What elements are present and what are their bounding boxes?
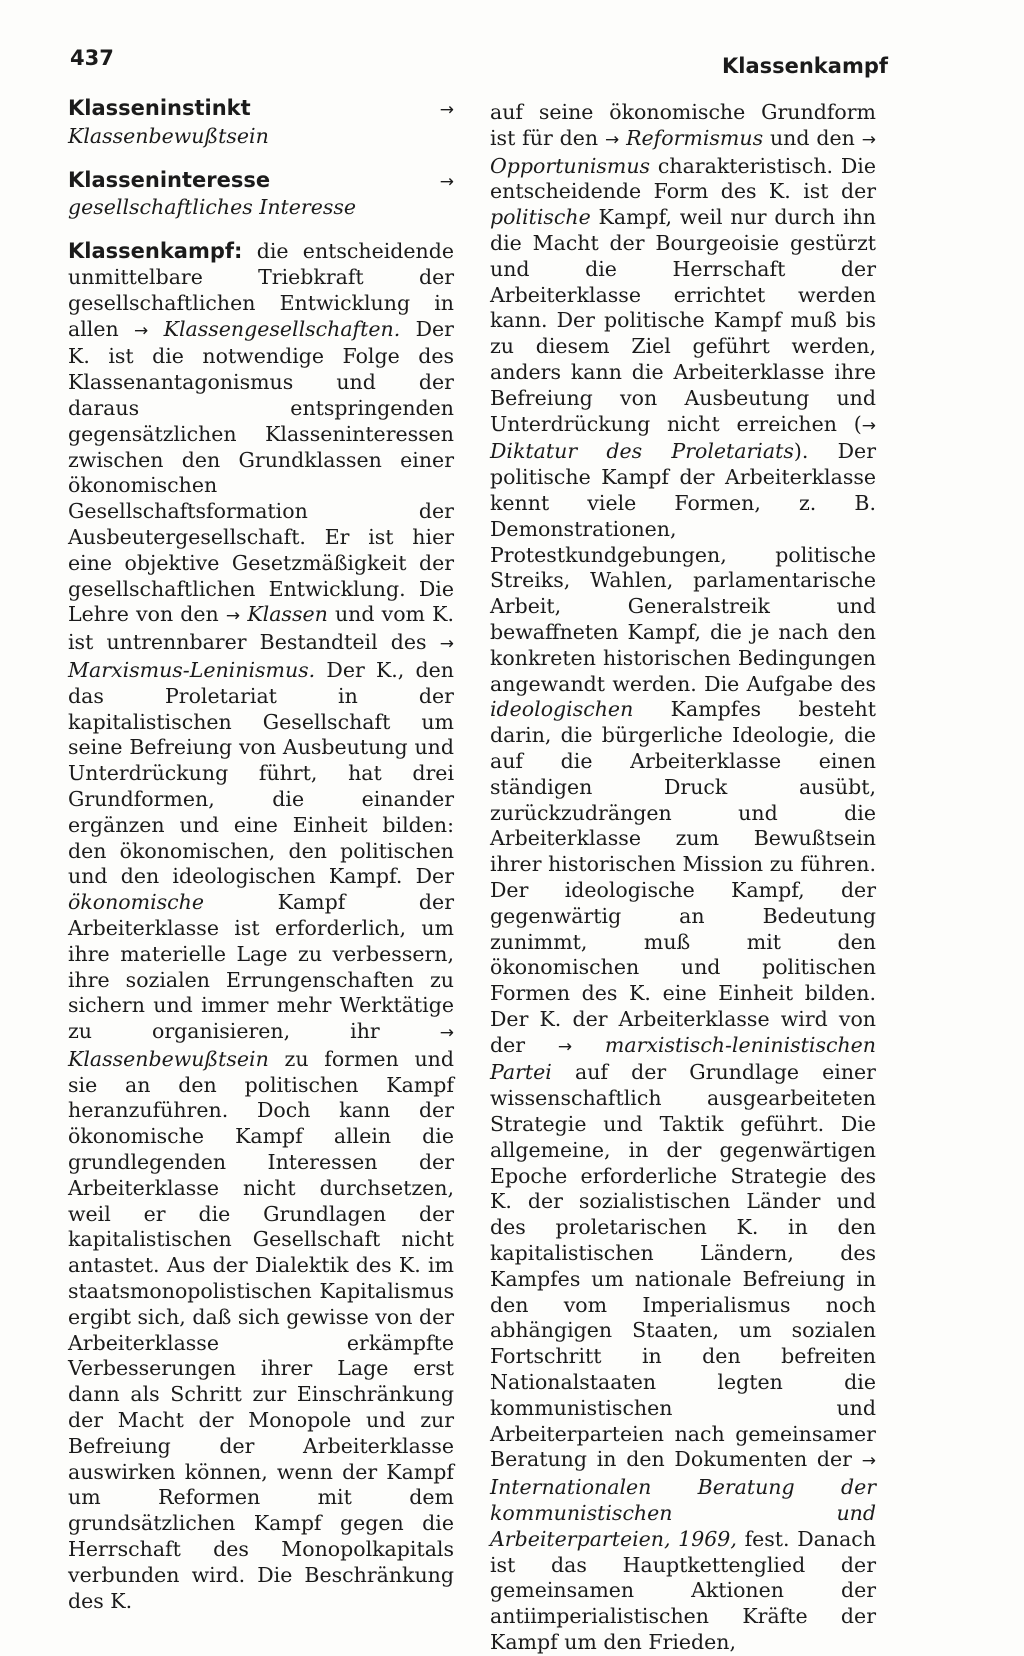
cross-reference: Klassenbewußtsein xyxy=(68,1046,269,1071)
headword: Klassenkampf: xyxy=(68,239,243,264)
headword: Klasseninstinkt xyxy=(68,96,251,120)
cross-reference: Diktatur des Proletariats xyxy=(490,439,794,464)
cross-reference: Reformismus xyxy=(626,125,764,150)
cross-reference: Internationalen Beratung der kommunistischen und Arbeiterparteien, 1969, xyxy=(490,1475,876,1551)
left-column xyxy=(68,96,454,1614)
arrow-icon: → xyxy=(134,320,149,341)
arrow-icon: → xyxy=(861,415,876,436)
cross-reference: gesellschaftliches Interesse xyxy=(68,195,357,220)
cross-reference: Klassenbewußtsein xyxy=(68,123,269,148)
arrow-icon: → xyxy=(439,171,454,192)
body-text: charakteristisch. Die entscheidende Form des K. ist der xyxy=(490,153,876,204)
arrow-icon: → xyxy=(557,1036,573,1057)
page-number: 437 xyxy=(70,46,114,70)
arrow-icon: → xyxy=(861,1451,876,1472)
body-text: auf der Grundlage einer wissenschaftlich ausgearbeiteten Strategie und Taktik geführt. Die allgemeine, in der gegenwärtigen Epoche erforderliche Strategie des K. der sozialistischen Länder und des proletarischen K. in den kapitalistischen Ländern, des Kampfes um nationale Befreiung in den vom Imperialismus noch abhängigen Staaten, um sozialen Fortschritt in den befreiten Nationalstaaten legten die kommunistischen und Arbeiterparteien nach gemeinsamer Beratung in den Dokumenten der xyxy=(490,1060,876,1472)
emphasis: politische xyxy=(490,205,591,230)
arrow-icon: → xyxy=(439,100,454,120)
cross-reference: marxistisch-leninistischen Partei xyxy=(490,1032,876,1085)
body-text: Der K., den das Proletariat in der kapitalistischen Gesellschaft um seine Befreiung von Ausbeutung und Unterdrückung führt, hat drei Grundformen, die einander ergänzen und eine Einheit bilden: den ökonomischen, den politischen und den ideologischen Kampf. Der xyxy=(68,657,454,889)
arrow-icon: → xyxy=(225,606,241,627)
page-header xyxy=(70,46,888,86)
body-text: und den xyxy=(769,125,855,150)
right-column xyxy=(490,100,876,1656)
body-text: ). Der politische Kampf der Arbeiterklasse kennt viele Formen, z. B. Demonstrationen, Protestkundgebungen, politische Streiks, Wahlen, parlamentarische Arbeit, Generalstreik und bewaffneten Kampf, die je nach den konkreten historischen Bedingungen angewandt werden. Die Aufgabe des xyxy=(490,439,876,696)
body-text: Der K. ist die notwendige Folge des Klassenantagonismus und der daraus entspringenden gegensätzlichen Klasseninteressen zwischen den Grundklassen einer ökonomischen Gesellschaftsformation der Ausbeutergesellschaft. Er ist hier eine objektive Gesetzmäßigkeit der gesellschaftlichen Entwicklung. Die Lehre von den xyxy=(68,316,454,627)
body-text: zu formen und sie an den politischen Kampf heranzuführen. Doch kann der ökonomische Kampf allein die grundlegenden Interessen der Arbeiterklasse nicht durchsetzen, weil er die Grundlagen der kapitalistischen Gesellschaft nicht antastet. Aus der Dialektik des K. im staatsmonopolistischen Kapitalismus ergibt sich, daß sich gewisse von der Arbeiterklasse erkämpfte Verbesserungen ihrer Lage erst dann als Schritt zur Einschränkung der Macht der Monopole und zur Befreiung der Arbeiterklasse auswirken können, wenn der Kampf um Reformen mit dem grundsätzlichen Kampf gegen die Herrschaft des Monopolkapitals verbunden wird. Die Beschränkung des K. xyxy=(68,1046,454,1613)
headword: Klasseninteresse xyxy=(68,167,271,192)
emphasis: ideologischen xyxy=(490,697,634,722)
body-text: und vom K. ist untrennbarer Bestandteil des xyxy=(68,602,454,655)
entry-klasseninteresse xyxy=(68,168,454,222)
cross-reference: Marxismus-Leninismus. xyxy=(68,657,316,682)
arrow-icon: → xyxy=(439,634,454,655)
body-text: auf seine ökonomische Grundform ist für den xyxy=(490,100,876,150)
entry-klassenkampf-continued xyxy=(490,100,876,1656)
body-text: die entscheidende unmittelbare Triebkraft der gesellschaftlichen Entwicklung in allen xyxy=(68,239,454,341)
arrow-icon: → xyxy=(439,1023,454,1044)
body-text: fest. Danach ist das Hauptkettenglied der gemeinsamen Aktionen der antiimperialistischen Kräfte der Kampf um den Frieden, xyxy=(490,1526,876,1655)
arrow-icon: → xyxy=(604,129,620,150)
cross-reference: Klassengesellschaften. xyxy=(163,316,401,341)
body-text: Kampf der Arbeiterklasse ist erforderlich, um ihre materielle Lage zu verbessern, ihre sozialen Errungenschaften zu sichern und immer mehr Werktätige zu organisieren, ihr xyxy=(68,890,454,1044)
emphasis: ökonomische xyxy=(68,890,204,915)
arrow-icon: → xyxy=(861,129,876,150)
cross-reference: Opportunismus xyxy=(490,153,651,178)
body-text: Kampf, weil nur durch ihn die Macht der Bourgeoisie gestürzt und die Herrschaft der Arbeiterklasse errichtet werden kann. Der politische Kampf muß bis zu diesem Ziel geführt werden, anders kann die Arbeiterklasse ihre Befreiung von Ausbeutung und Unterdrückung nicht erreichen ( xyxy=(490,205,876,436)
running-head: Klassenkampf xyxy=(721,54,888,78)
entry-klassenkampf xyxy=(68,239,454,1614)
body-text: Kampfes besteht darin, die bürgerliche Ideologie, die auf die Arbeiterklasse einen ständigen Druck ausübt, zurückzudrängen und die Arbeiterklasse zum Bewußtsein ihrer historischen Mission zu führen. Der ideologische Kampf, der gegenwärtig an Bedeutung zunimmt, muß mit den ökonomischen und politischen Formen des K. eine Einheit bilden. Der K. der Arbeiterklasse wird von der xyxy=(490,697,876,1057)
entry-klasseninstinkt xyxy=(68,96,454,150)
cross-reference: Klassen xyxy=(247,602,328,627)
